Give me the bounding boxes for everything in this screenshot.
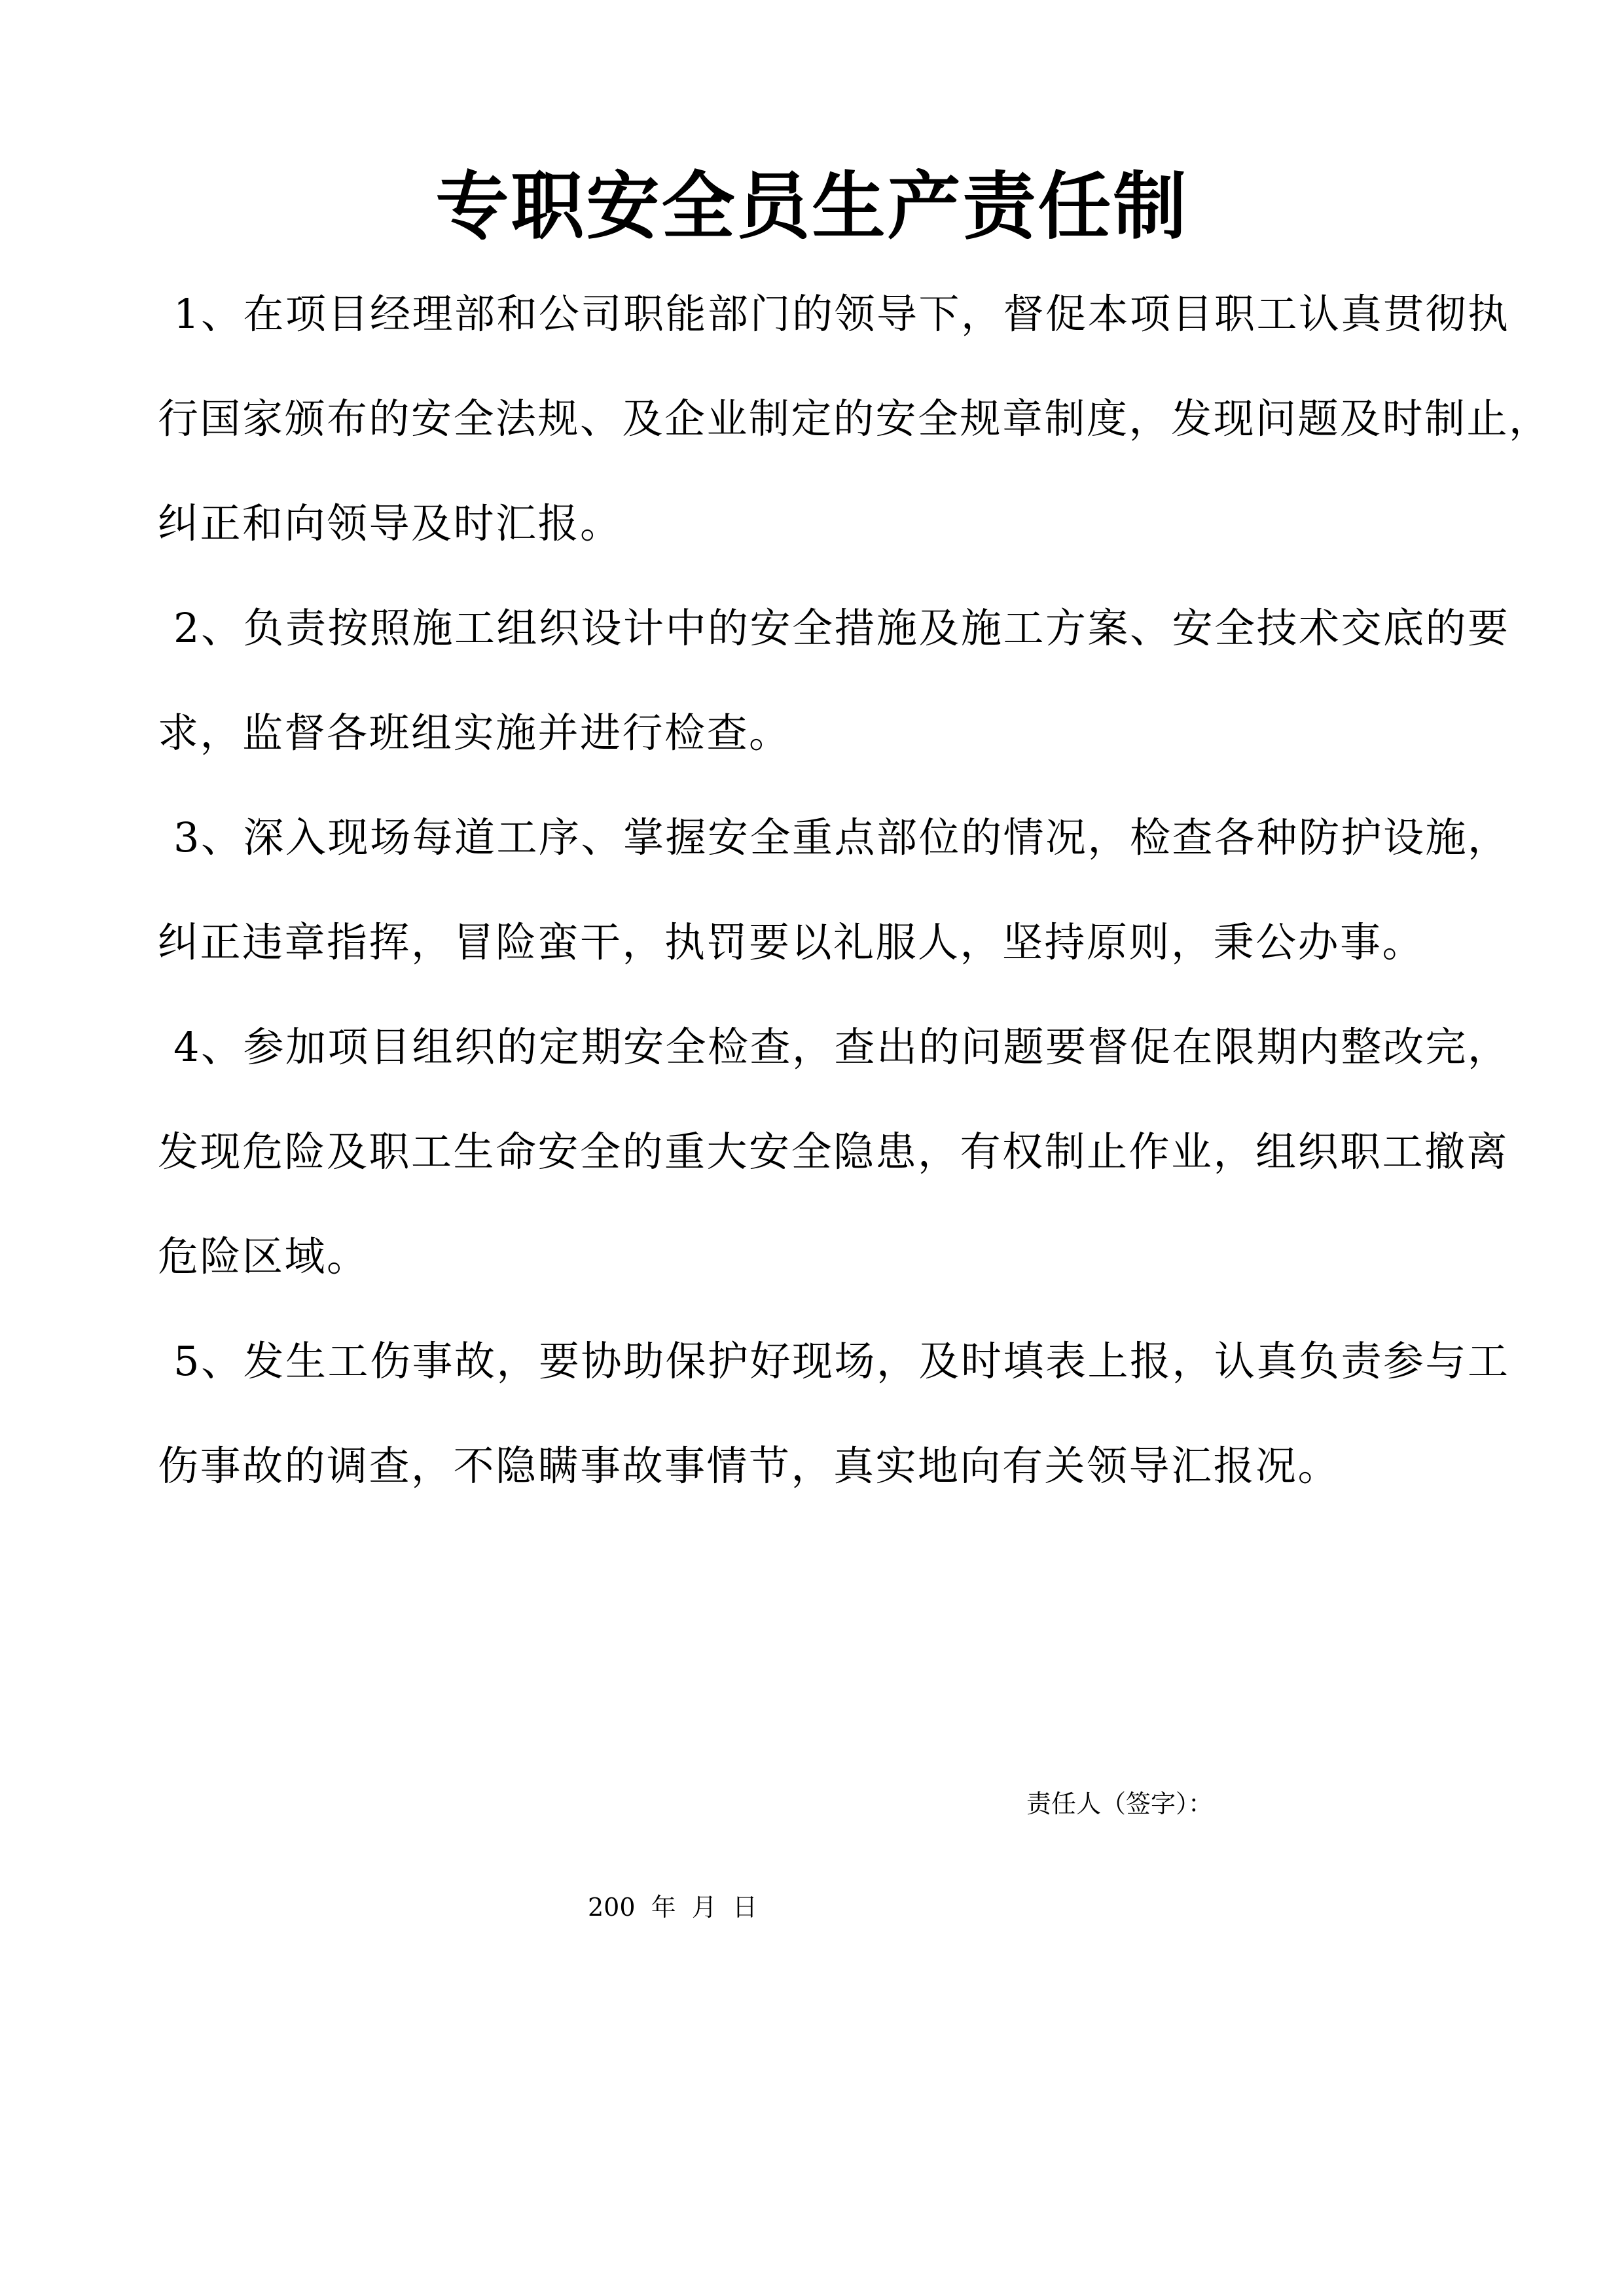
paragraph-line: 3、深入现场每道工序、掌握安全重点部位的情况，检查各种防护设施， — [173, 814, 1510, 861]
paragraph-line: 求，监督各班组实施并进行检查。 — [158, 709, 791, 757]
page-title: 专职安全员生产责任制 — [435, 164, 1189, 249]
paragraph-line: 伤事故的调查，不隐瞒事故事情节，真实地向有关领导汇报况。 — [158, 1442, 1341, 1490]
paragraph-line: 纠正违章指挥，冒险蛮干，执罚要以礼服人，坚持原则，秉公办事。 — [158, 918, 1425, 966]
date-line: 200 年 月 日 — [588, 1893, 758, 1922]
paragraph-line: 纠正和向领导及时汇报。 — [158, 499, 623, 547]
paragraph-5 — [158, 1309, 1559, 1518]
paragraph-line: 行国家颁布的安全法规、及企业制定的安全规章制度，发现问题及时制止， — [158, 395, 1551, 442]
paragraph-line: 4、参加项目组织的定期安全检查，查出的问题要督促在限期内整改完， — [173, 1023, 1510, 1071]
paragraph-line: 5、发生工伤事故，要协助保护好现场，及时填表上报，认真负责参与工 — [173, 1337, 1510, 1385]
paragraph-line: 发现危险及职工生命安全的重大安全隐患，有权制止作业，组织职工撤离 — [158, 1128, 1509, 1175]
paragraph-1 — [158, 262, 1559, 576]
paragraph-3 — [158, 785, 1559, 995]
paragraph-line: 危险区域。 — [158, 1232, 369, 1280]
paragraph-2 — [158, 576, 1559, 785]
paragraph-line: 2、负责按照施工组织设计中的安全措施及施工方案、安全技术交底的要 — [173, 604, 1510, 652]
document-body — [158, 262, 1559, 1518]
paragraph-4 — [158, 995, 1559, 1309]
paragraph-line: 1、在项目经理部和公司职能部门的领导下，督促本项目职工认真贯彻执 — [173, 290, 1510, 338]
signature-label: 责任人（签字）： — [1026, 1789, 1214, 1818]
